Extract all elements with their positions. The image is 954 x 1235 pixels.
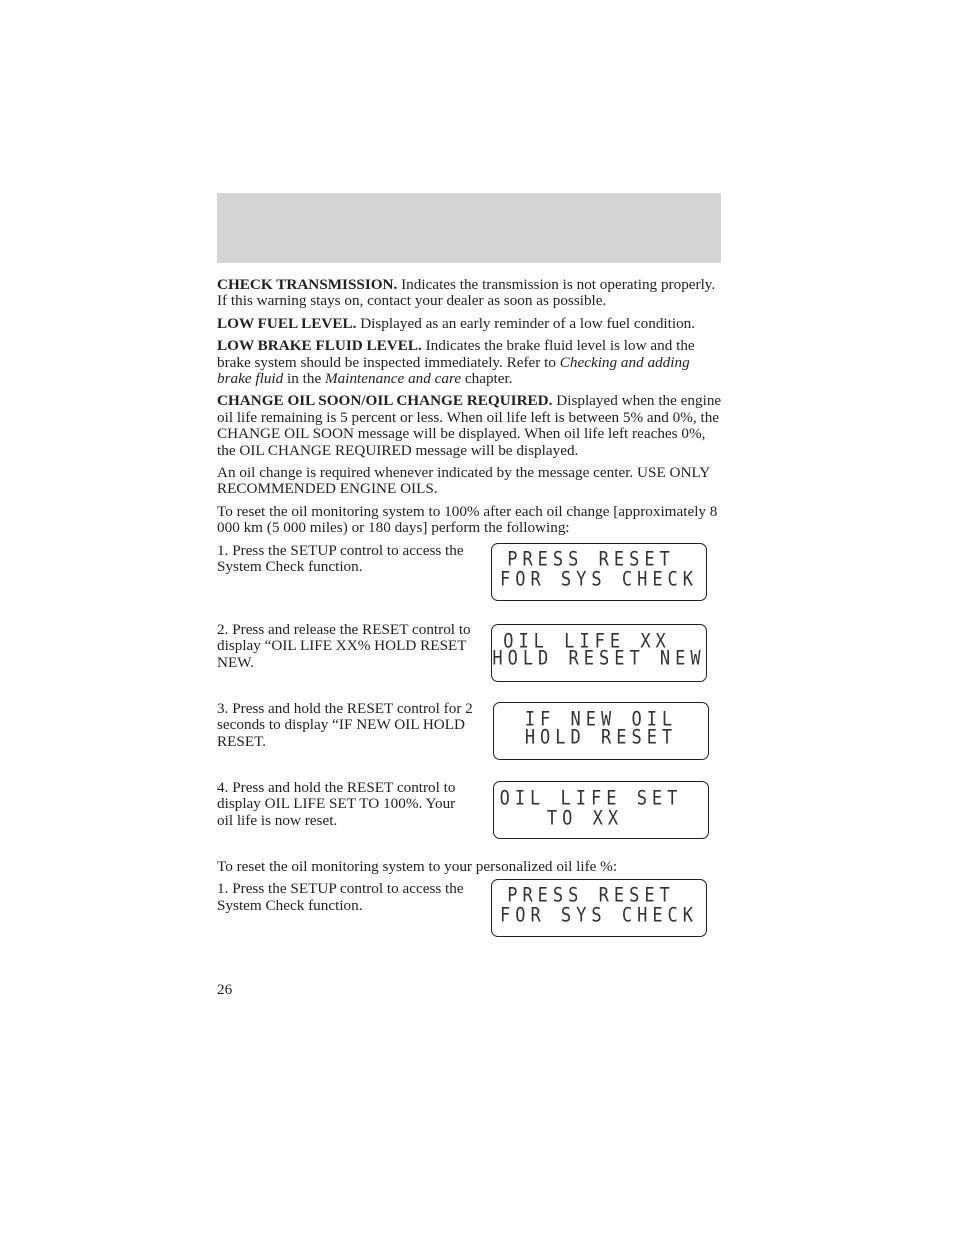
step-text: 2. Press and release the RESET control to display “OIL LIFE XX% HOLD RESET NEW.	[217, 620, 471, 671]
lcd-display	[491, 624, 707, 682]
change-oil-title: CHANGE OIL SOON/OIL CHANGE REQUIRED.	[217, 392, 553, 410]
lcd-display	[493, 781, 709, 839]
check-transmission-title: CHECK TRANSMISSION.	[217, 276, 398, 293]
lcd-line-1: PRESS RESET	[507, 548, 675, 572]
lcd-display	[491, 543, 707, 601]
section-header-band	[217, 193, 721, 263]
lcd-line-1: PRESS RESET	[507, 884, 675, 908]
step-text: 4. Press and hold the RESET control to display OIL LIFE SET TO 100%. Your oil life is now reset.	[217, 778, 456, 829]
lcd-line-1: OIL LIFE XX	[503, 630, 671, 654]
lcd-display	[493, 702, 709, 760]
step-text: 1. Press the SETUP control to access the System Check function.	[217, 541, 464, 576]
lcd-line-1: OIL LIFE SET	[499, 787, 683, 811]
reset-step-1	[217, 543, 723, 622]
lcd-line-2: FOR SYS CHECK	[499, 568, 699, 592]
brake-fluid-reference: Checking and adding brake fluid	[217, 353, 690, 388]
personal-step-1	[217, 881, 723, 941]
reset-step-4	[217, 780, 723, 859]
maintenance-reference: Maintenance and care	[325, 370, 462, 388]
change-oil-text: Displayed when the engine oil life remaining is 5 percent or less. When oil life left is between 5% and 0%, the CHANGE OIL SOON message will be displayed. When oil life left reaches 0%, the OIL CHANGE REQUIRED message will be displayed.	[217, 392, 722, 459]
lcd-line-2: FOR SYS CHECK	[499, 904, 699, 928]
check-transmission-text: Indicates the transmission is not operating properly. If this warning stays on, contact your dealer as soon as possible.	[217, 276, 716, 310]
oil-required-paragraph: An oil change is required whenever indicated by the message center. USE ONLY RECOMMENDED ENGINE OILS.	[217, 464, 710, 498]
low-fuel-text: Displayed as an early reminder of a low fuel condition.	[356, 314, 696, 332]
personal-intro-paragraph: To reset the oil monitoring system to your personalized oil life %:	[217, 857, 618, 875]
low-brake-text-3: chapter.	[461, 370, 513, 388]
low-fuel-title: LOW FUEL LEVEL.	[217, 314, 357, 332]
page-content	[217, 277, 723, 941]
reset-intro-paragraph: To reset the oil monitoring system to 100% after each oil change [approximately 8 000 km (5 000 miles) or 180 days] perform the following:	[217, 502, 718, 537]
lcd-line-1: IF NEW OIL	[524, 708, 678, 732]
lcd-line-2: TO XX	[546, 807, 624, 831]
lcd-display	[491, 879, 707, 937]
step-text: 1. Press the SETUP control to access the System Check function.	[217, 880, 464, 914]
step-text: 3. Press and hold the RESET control for 2 seconds to display “IF NEW OIL HOLD RESET.	[217, 699, 473, 750]
lcd-line-2: HOLD RESET	[524, 726, 678, 750]
low-brake-paragraph	[217, 338, 723, 387]
low-brake-title: LOW BRAKE FLUID LEVEL.	[217, 337, 422, 355]
low-brake-text-1: Indicates the brake fluid level is low and the brake system should be inspected immediately. Refer to	[217, 337, 695, 371]
low-fuel-paragraph	[217, 316, 723, 332]
low-brake-text-2: in the	[283, 370, 325, 388]
reset-step-3	[217, 701, 723, 780]
lcd-line-2: HOLD RESET NEW	[492, 647, 706, 671]
reset-step-2	[217, 622, 723, 701]
check-transmission-paragraph	[217, 277, 723, 310]
change-oil-paragraph	[217, 393, 723, 459]
page-number: 26	[217, 981, 233, 998]
